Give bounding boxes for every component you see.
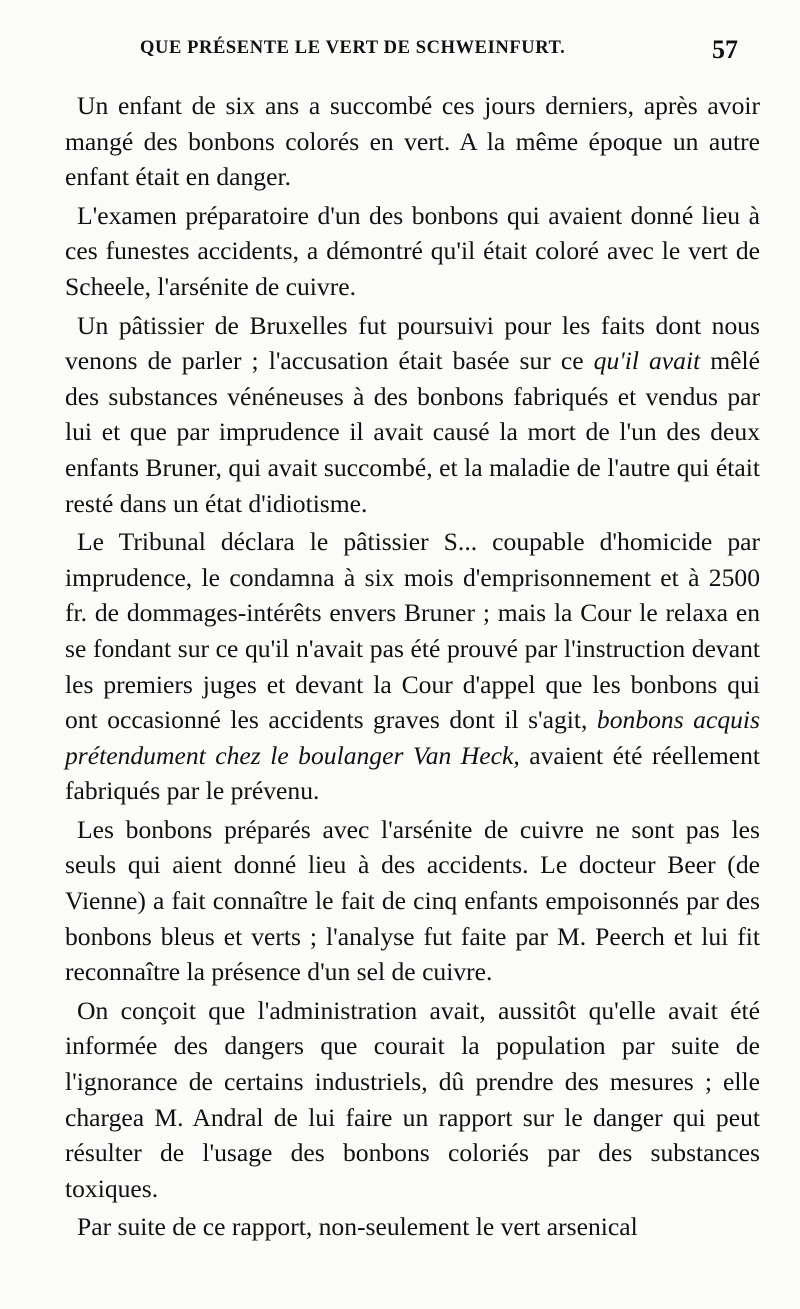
paragraph-1 (65, 88, 760, 195)
paragraph-4-text: Le Tribunal déclara le pâtissier S... coupable d'homicide par imprudence, le condamna à six mois d'emprisonnement et à 2500 fr. de dommages-intérêts envers Bruner ; mais la Cour le relaxa en se fondant sur ce qu'il n'avait pas été prouvé par l'instruction devant les premiers juges et devant la Cour d'appel que les bonbons qui ont occasionné les accidents graves dont il s'agit, (65, 527, 760, 735)
paragraph-2 (65, 198, 760, 305)
paragraph-2-text: L'examen préparatoire d'un des bonbons qui avaient donné lieu à ces funestes accidents, a démontré qu'il était coloré avec le vert de Scheele, l'arsénite de cuivre. (65, 200, 760, 301)
paragraph-3 (65, 308, 760, 522)
paragraph-7-text: Par suite de ce rapport, non-seulement le vert arsenical (77, 1212, 638, 1242)
paragraph-5 (65, 812, 760, 990)
paragraph-4-italic: bonbons acquis prétendument chez le boulanger Van Heck, (65, 705, 760, 770)
paragraph-5-text: Les bonbons préparés avec l'arsénite de cuivre ne sont pas les seuls qui aient donné lieu à des accidents. Le docteur Beer (de Vienne) a fait connaître le fait de cinq enfants empoisonnés par des bonbons bleus et verts ; l'analyse fut faite par M. Peerch et lui fit reconnaître la présence d'un sel de cuivre. (65, 814, 760, 987)
paragraph-6 (65, 993, 760, 1207)
running-title: QUE PRÉSENTE LE VERT DE SCHWEINFURT. (140, 38, 566, 58)
paragraph-3-text: Un pâtissier de Bruxelles fut poursuivi pour les faits dont nous venons de parler ; l'accusation était basée sur ce (65, 310, 760, 376)
paragraph-4-text-end: avaient été réellement fabriqués par le prévenu. (65, 740, 761, 806)
paragraph-3-italic: qu'il avait (593, 346, 701, 376)
paragraph-1-text: Un enfant de six ans a succombé ces jours derniers, après avoir mangé des bonbons colorés en vert. A la même époque un autre enfant était en danger. (65, 91, 760, 192)
paragraph-6-text: On conçoit que l'administration avait, aussitôt qu'elle avait été informée des dangers que courait la population par suite de l'ignorance de certains industriels, dû prendre des mesures ; elle chargea M. Andral de lui faire un rapport sur le danger qui peut résulter de l'usage des bonbons coloriés par des substances toxiques. (65, 995, 760, 1203)
paragraph-3-text-end: mêlé des substances vénéneuses à des bonbons fabriqués et vendus par lui et que par imprudence il avait causé la mort de l'un des deux enfants Bruner, qui avait succombé, et la maladie de l'autre qui était resté dans un état d'idiotisme. (65, 346, 760, 518)
paragraph-4 (65, 524, 760, 809)
body-text (65, 88, 760, 1245)
paragraph-7 (65, 1209, 760, 1245)
running-head (140, 35, 770, 66)
page-number: 57 (712, 35, 738, 64)
